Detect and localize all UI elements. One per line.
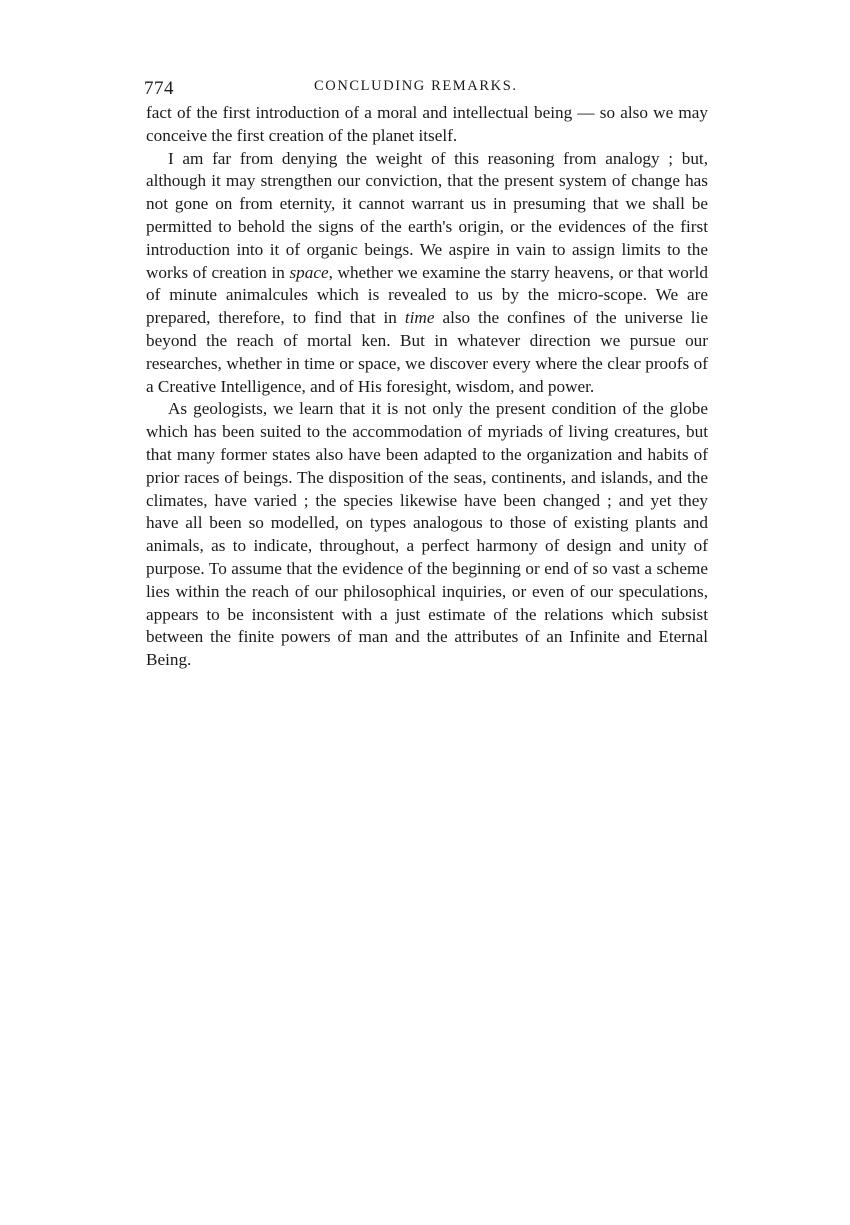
page-number: 774	[144, 78, 174, 99]
paragraph-analogy	[146, 148, 708, 399]
paragraph-geologists: As geologists, we learn that it is not only the present condition of the globe which has been suited to the accommodation of myriads of living creatures, but that many former states also have been adapted to the organization and habits of prior races of beings. The disposition of the seas, continents, and islands, and the climates, have varied ; the species likewise have been changed ; and yet they have all been so modelled, on types analogous to those of existing plants and animals, as to indicate, throughout, a perfect harmony of design and unity of purpose. To assume that the evidence of the beginning or end of so vast a scheme lies within the reach of our philosophical inquiries, or even of our speculations, appears to be inconsistent with a just estimate of the relations which subsist between the finite powers of man and the attributes of an Infinite and Eternal Being.	[146, 399, 708, 670]
paragraph-text: also the confines of the universe lie beyond the reach of mortal ken. But in whatever direction we pursue our researches, whether in time or space, we discover every where the clear proofs of a Creative Intelligence, and of His foresight, wisdom, and power.	[146, 308, 708, 396]
running-head	[146, 76, 708, 102]
body-text	[146, 102, 708, 672]
paragraph-text: , whether we examine the starry heavens, or that world of minute animalcules which is revealed to us by the micro-scope. We are prepared, therefore, to find that in	[146, 262, 708, 328]
italic-word-time: time	[404, 308, 435, 328]
paragraph-text: I am far from denying the weight of this reasoning from analogy ; but, although it may strengthen our conviction, that the present system of change has not gone on from eternity, it cannot warrant us in presuming that we shall be permitted to behold the signs of the earth's origin, or the evidences of the first introduction into it of organic beings. We aspire in vain to assign limits to the works of creation in	[146, 148, 708, 282]
book-page	[146, 76, 708, 672]
running-title: CONCLUDING REMARKS.	[314, 78, 518, 94]
paragraph-continued: fact of the first introduction of a moral and intellectual being — so also we may conceive the first creation of the planet itself.	[146, 103, 708, 145]
italic-word-space: space	[289, 262, 329, 282]
